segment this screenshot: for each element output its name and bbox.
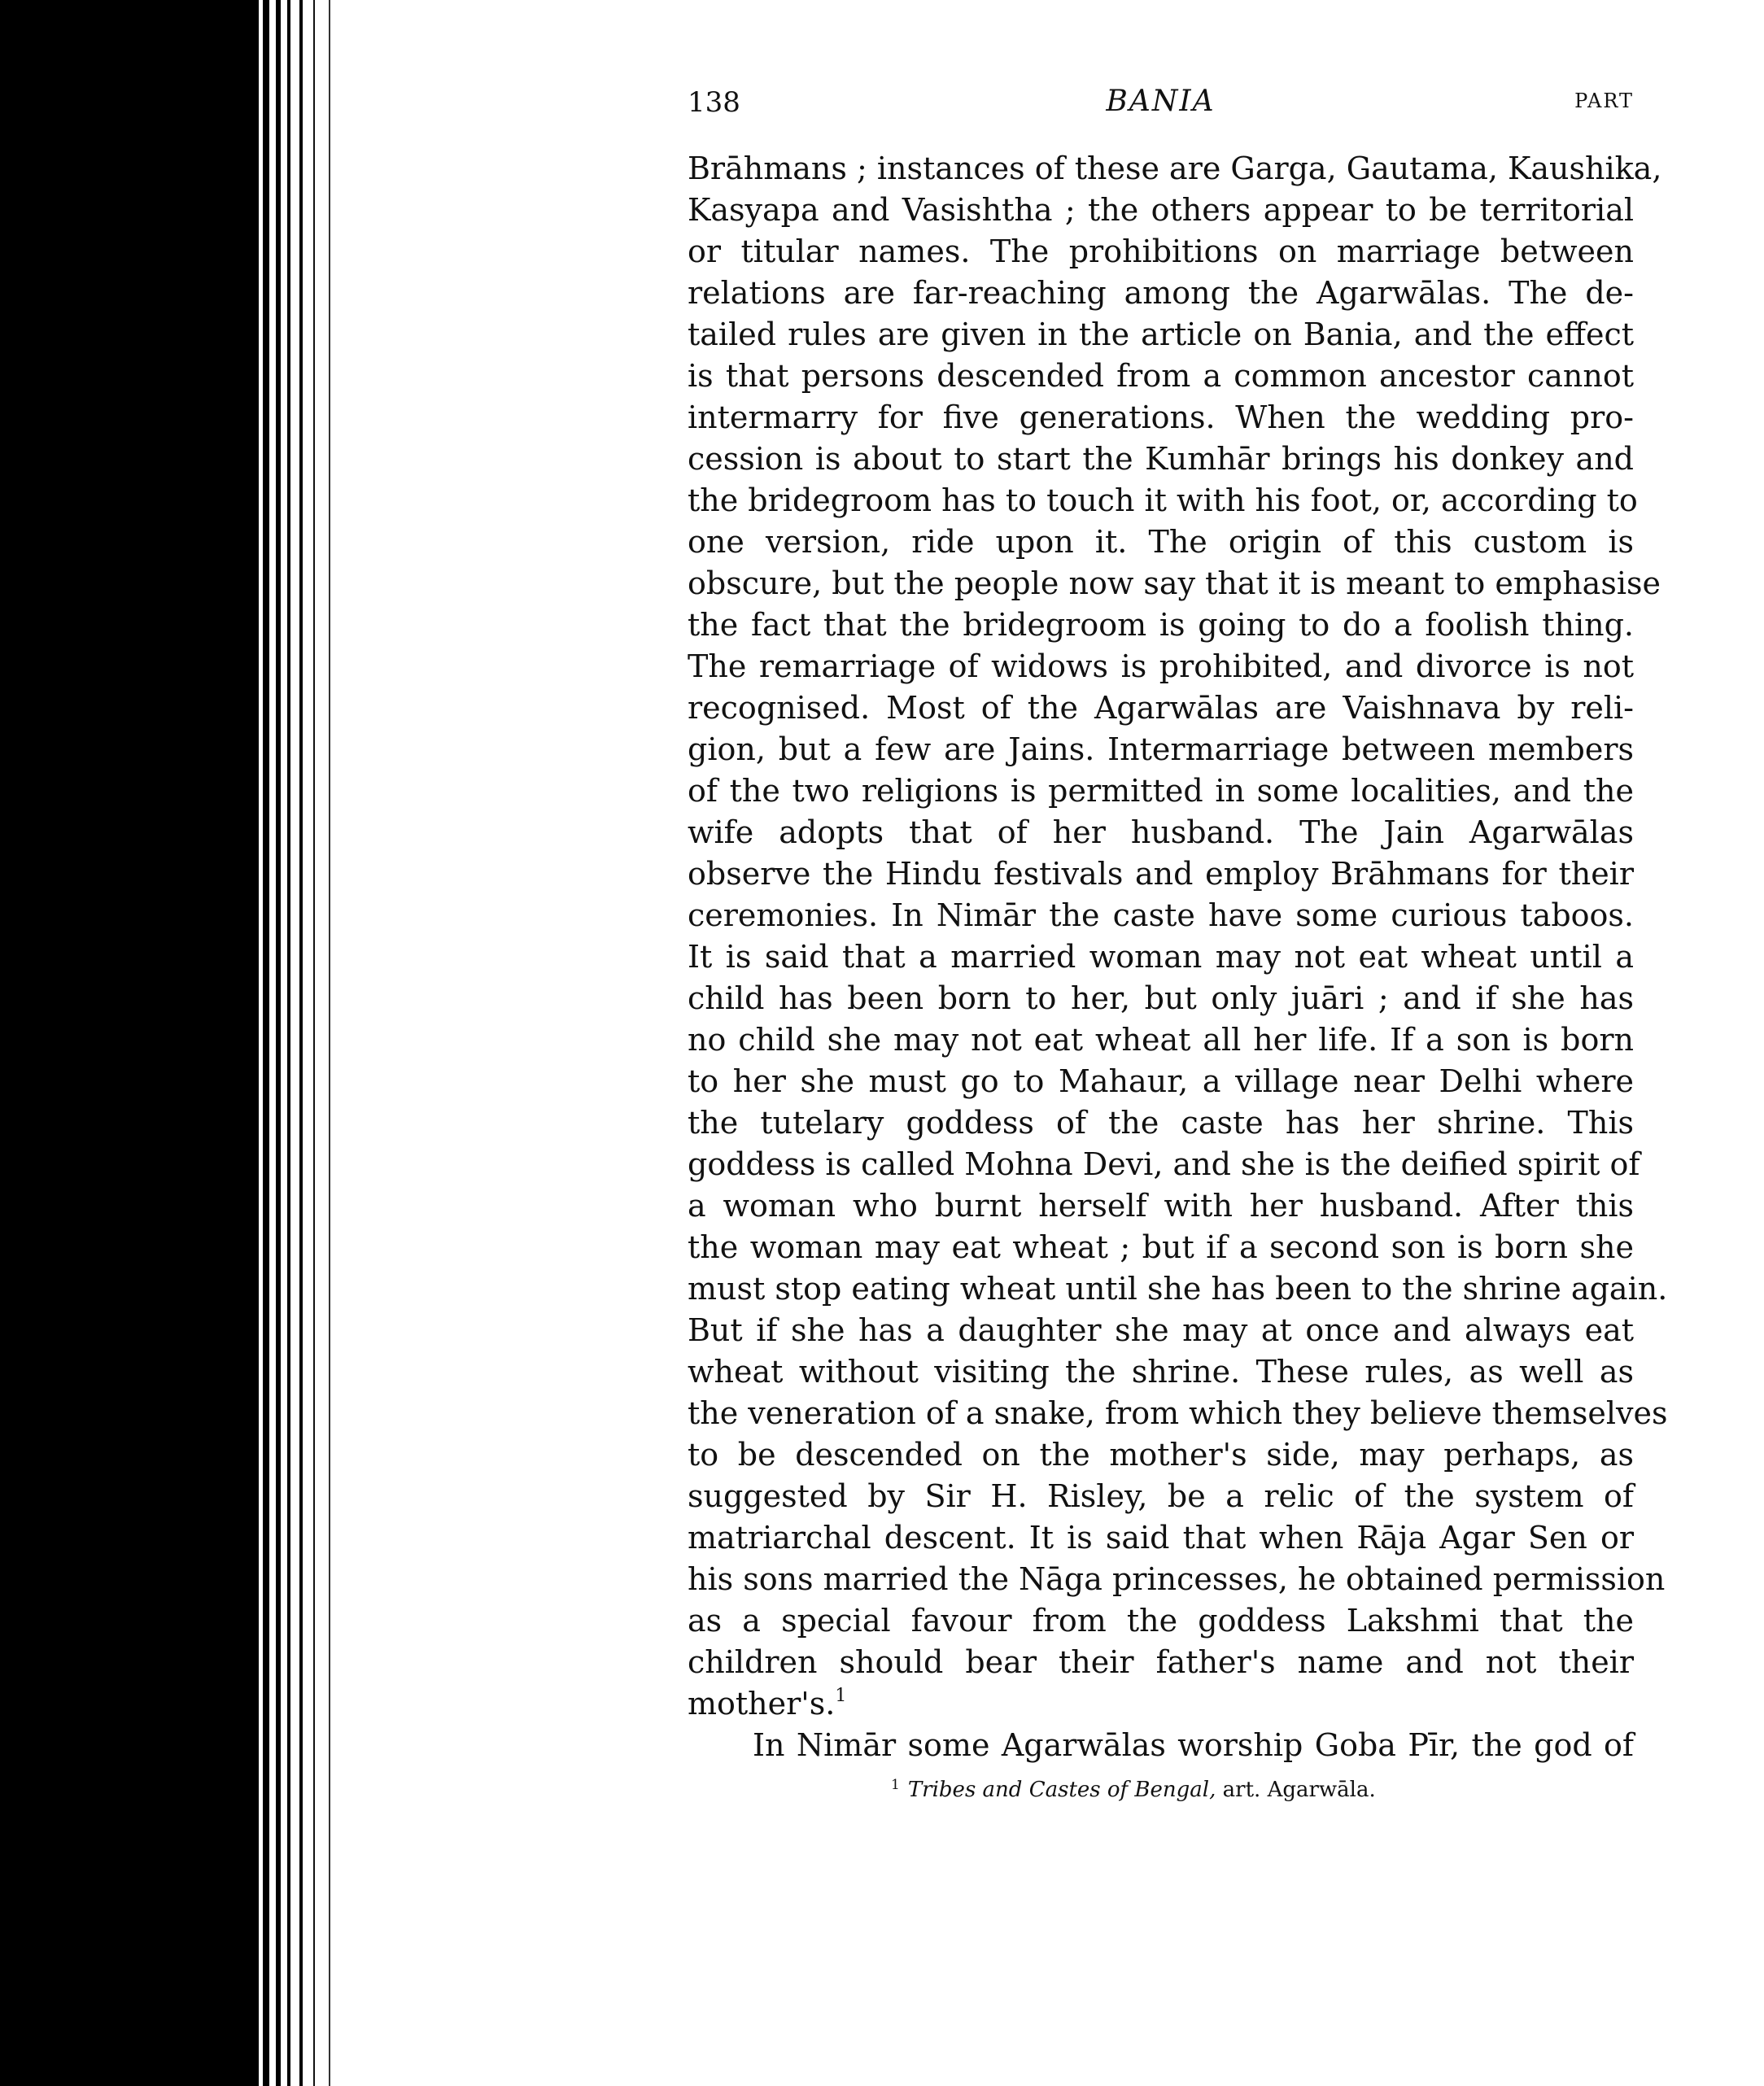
text-line: goddess is called Mohna Devi, and she is the deified spirit of [688, 1146, 1640, 1182]
footnote-marker: 1 [891, 1777, 900, 1793]
text-line: recognised. Most of the Agarwālas are Vaishnava by reli- [688, 690, 1634, 726]
text-line: one version, ride upon it. The origin of this custom is [688, 524, 1634, 560]
footnote-text: art. Agarwāla. [1216, 1778, 1376, 1802]
text-line: the woman may eat wheat ; but if a second son is born she [688, 1229, 1634, 1265]
text-line: obscure, but the people now say that it is meant to emphasise [688, 565, 1661, 601]
text-line: to her she must go to Mahaur, a village near Delhi where [688, 1063, 1634, 1099]
text-line: Brāhmans ; instances of these are Garga, Gautama, Kaushika, [688, 151, 1662, 186]
text-line: to be descended on the mother's side, may perhaps, as [688, 1437, 1634, 1473]
text-line: suggested by Sir H. Risley, be a relic of the system of [688, 1478, 1634, 1514]
running-title: BANIA [1106, 85, 1216, 118]
text-line: or titular names. The prohibitions on marriage between [688, 233, 1634, 269]
footnote-reference: 1 [835, 1686, 847, 1706]
page-number: 138 [688, 86, 740, 119]
text-line: matriarchal descent. It is said that when Rāja Agar Sen or [688, 1520, 1634, 1556]
text-line: his sons married the Nāga princesses, he obtained permission [688, 1561, 1666, 1597]
text-line: wheat without visiting the shrine. These rules, as well as [688, 1354, 1634, 1390]
text-line: The remarriage of widows is prohibited, and divorce is not [688, 648, 1634, 684]
footnote [688, 1771, 1634, 1804]
text-line: ceremonies. In Nimār the caste have some curious taboos. [688, 897, 1634, 933]
text-line: relations are far-reaching among the Agarwālas. The de- [688, 275, 1634, 311]
text-line: of the two religions is permitted in some localities, and the [688, 773, 1634, 809]
paragraph-2-first-line: In Nimār some Agarwālas worship Goba Pīr, the god of [753, 1727, 1634, 1763]
running-head [688, 83, 1634, 132]
text-line: child has been born to her, but only juāri ; and if she has [688, 980, 1634, 1016]
text-line: the bridegroom has to touch it with his foot, or, according to [688, 482, 1638, 518]
text-line: must stop eating wheat until she has been to the shrine again. [688, 1271, 1668, 1307]
text-line: observe the Hindu festivals and employ Brāhmans for their [688, 856, 1634, 892]
footnote-title: Tribes and Castes of Bengal, [907, 1778, 1216, 1802]
text-line: It is said that a married woman may not eat wheat until a [688, 939, 1634, 975]
book-binding-edge [0, 0, 350, 2086]
text-line: as a special favour from the goddess Lakshmi that the [688, 1603, 1634, 1639]
part-label: PART [1574, 89, 1634, 112]
text-line: the veneration of a snake, from which they believe themselves [688, 1395, 1668, 1431]
text-line-content: mother's. [688, 1686, 836, 1722]
text-line: But if she has a daughter she may at once and always eat [688, 1312, 1634, 1348]
text-line: is that persons descended from a common ancestor cannot [688, 358, 1634, 394]
text-line [688, 1683, 1634, 1725]
text-line: the fact that the bridegroom is going to do a foolish thing. [688, 607, 1634, 643]
text-line: a woman who burnt herself with her husband. After this [688, 1188, 1634, 1224]
paragraph-1 [688, 148, 1668, 1683]
text-line: cession is about to start the Kumhār brings his donkey and [688, 441, 1634, 477]
text-line: Kasyapa and Vasishtha ; the others appear to be territorial [688, 192, 1634, 228]
text-line: gion, but a few are Jains. Intermarriage between members [688, 731, 1634, 767]
text-line: tailed rules are given in the article on Bania, and the effect [688, 316, 1634, 352]
text-line: intermarry for five generations. When the wedding pro- [688, 399, 1634, 435]
book-page [688, 83, 1668, 1804]
text-line: wife adopts that of her husband. The Jain Agarwālas [688, 814, 1634, 850]
text-line: the tutelary goddess of the caste has her shrine. This [688, 1105, 1634, 1141]
text-line: no child she may not eat wheat all her life. If a son is born [688, 1022, 1634, 1058]
text-line: children should bear their father's name and not their [688, 1644, 1634, 1680]
body-text [688, 148, 1668, 1766]
